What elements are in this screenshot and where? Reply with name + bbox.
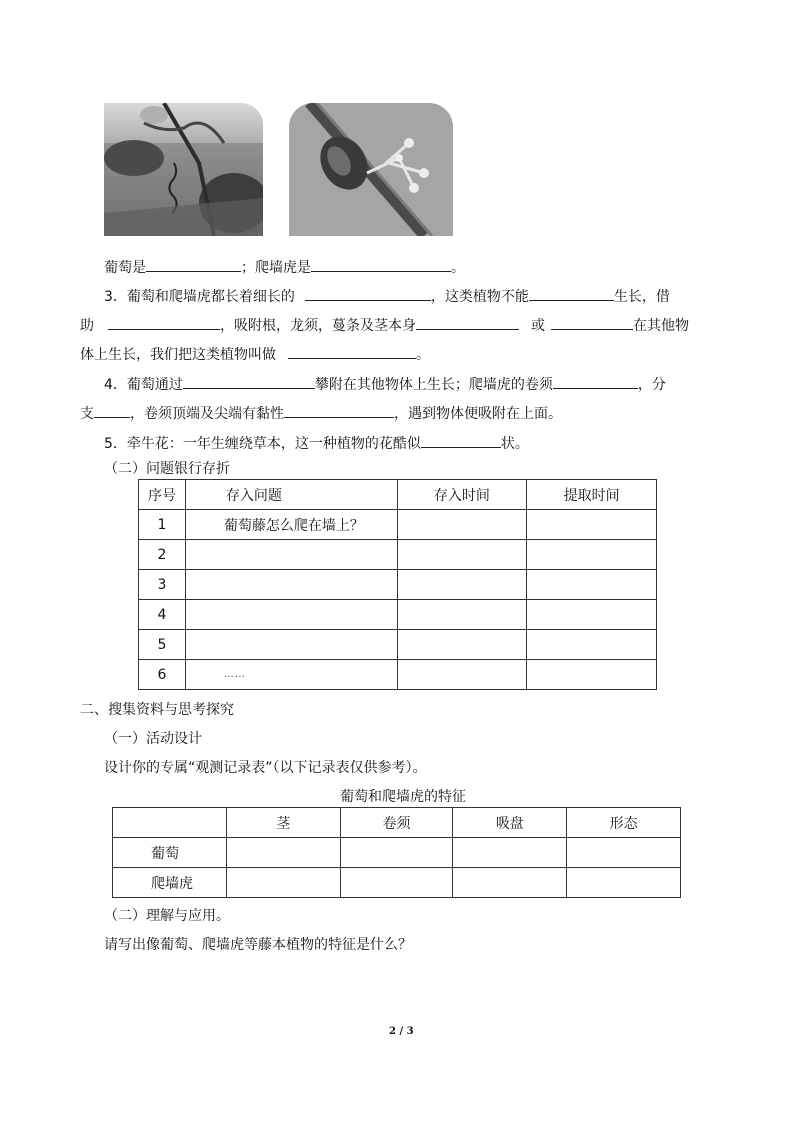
- fill-line-5: [104, 372, 666, 392]
- row-label: 葡萄: [113, 838, 227, 868]
- data-cell[interactable]: [340, 838, 453, 868]
- question-cell[interactable]: [185, 540, 397, 570]
- data-cell[interactable]: [226, 868, 340, 898]
- table-row: [113, 838, 681, 868]
- text-seg: 生长，借: [613, 289, 670, 305]
- row-number: 6: [139, 660, 186, 690]
- answer-blank[interactable]: [183, 372, 315, 389]
- row-number: 1: [139, 510, 186, 540]
- fill-line-3: [80, 313, 689, 333]
- text-seg: 或: [531, 318, 545, 334]
- answer-blank[interactable]: [108, 313, 220, 330]
- question-bank-heading: （二）问题银行存折: [104, 461, 230, 477]
- data-cell[interactable]: [453, 838, 567, 868]
- answer-blank[interactable]: [288, 342, 416, 359]
- text-seg: ，分: [637, 377, 666, 393]
- data-cell[interactable]: [226, 838, 340, 868]
- answer-blank[interactable]: [551, 313, 633, 330]
- fill-line-6: [80, 401, 562, 421]
- answer-blank[interactable]: [421, 431, 501, 448]
- feature-table: [112, 807, 681, 898]
- header-cell: [113, 808, 227, 838]
- answer-blank[interactable]: [305, 284, 431, 301]
- answer-blank[interactable]: [94, 401, 130, 418]
- text-seg: ，卷须顶端及尖端有黏性: [130, 406, 284, 422]
- header-cell: 序号: [139, 480, 186, 510]
- header-cell: 吸盘: [453, 808, 567, 838]
- fill-line-2: [104, 284, 670, 304]
- question-bank-table: [138, 479, 657, 690]
- row-number: 2: [139, 540, 186, 570]
- text-seg: 助: [80, 318, 94, 334]
- text-seg: 攀附在其他物体上生长；爬墙虎的卷须: [314, 377, 553, 393]
- withdraw-time-cell[interactable]: [527, 660, 657, 690]
- apply-heading: （二）理解与应用。: [104, 908, 230, 924]
- question-text: 请写出像葡萄、爬墙虎等藤本植物的特征是什么？: [104, 937, 412, 953]
- section-title: 二、搜集资料与思考探究: [80, 702, 234, 718]
- deposit-time-cell[interactable]: [397, 660, 527, 690]
- row-label: 爬墙虎: [113, 868, 227, 898]
- text-seg: 支: [80, 406, 94, 422]
- deposit-time-cell[interactable]: [397, 570, 527, 600]
- row-number: 4: [139, 600, 186, 630]
- fill-line-4: [80, 342, 430, 362]
- header-cell: 提取时间: [527, 480, 657, 510]
- ivy-suction-photo: [289, 103, 453, 236]
- data-cell[interactable]: [453, 868, 567, 898]
- text-seg: 4．葡萄通过: [104, 377, 183, 393]
- page-number: 2 / 3: [389, 1026, 414, 1037]
- text-seg: 状。: [500, 436, 529, 452]
- text-seg: 3．葡萄和爬墙虎都长着细长的: [104, 289, 295, 305]
- table-row: [139, 510, 657, 540]
- answer-blank[interactable]: [311, 255, 451, 272]
- deposit-time-cell[interactable]: [397, 540, 527, 570]
- text-seg: 体上生长，我们把这类植物叫做: [80, 347, 276, 363]
- withdraw-time-cell[interactable]: [527, 570, 657, 600]
- activity-heading: （一）活动设计: [104, 731, 202, 747]
- data-cell[interactable]: [340, 868, 453, 898]
- question-cell[interactable]: ……: [185, 660, 397, 690]
- deposit-time-cell[interactable]: [397, 600, 527, 630]
- answer-blank[interactable]: [146, 255, 241, 272]
- data-cell[interactable]: [567, 868, 681, 898]
- header-cell: 茎: [226, 808, 340, 838]
- table-header-row: [139, 480, 657, 510]
- text-seg: ，这类植物不能: [430, 289, 529, 305]
- text-seg: 。: [451, 260, 465, 276]
- table-row: [139, 660, 657, 690]
- answer-blank[interactable]: [529, 284, 614, 301]
- withdraw-time-cell[interactable]: [527, 630, 657, 660]
- header-cell: 卷须: [340, 808, 453, 838]
- question-cell[interactable]: [185, 630, 397, 660]
- text-seg: 在其他物: [633, 318, 689, 334]
- header-cell: 形态: [567, 808, 681, 838]
- fill-line-1: [104, 255, 465, 275]
- question-cell[interactable]: [185, 600, 397, 630]
- row-number: 3: [139, 570, 186, 600]
- data-cell[interactable]: [567, 838, 681, 868]
- text-seg: ；爬墙虎是: [241, 260, 311, 276]
- table-row: [113, 868, 681, 898]
- answer-blank[interactable]: [553, 372, 638, 389]
- deposit-time-cell[interactable]: [397, 630, 527, 660]
- text-seg: ，吸附根，龙须，蔓条及茎本身: [220, 318, 416, 334]
- grape-vine-photo: [104, 103, 263, 236]
- instruction-text: 设计你的专属“观测记录表”（以下记录表仅供参考）。: [104, 760, 427, 776]
- header-cell: 存入问题: [185, 480, 397, 510]
- answer-blank[interactable]: [284, 401, 394, 418]
- table-row: [139, 570, 657, 600]
- table-row: [139, 630, 657, 660]
- withdraw-time-cell[interactable]: [527, 540, 657, 570]
- text-seg: 葡萄是: [104, 260, 146, 276]
- table-caption: 葡萄和爬墙虎的特征: [340, 789, 466, 805]
- text-seg: 。: [416, 347, 430, 363]
- answer-blank[interactable]: [416, 313, 519, 330]
- fill-line-7: [104, 431, 529, 451]
- table-row: [139, 600, 657, 630]
- header-cell: 存入时间: [397, 480, 527, 510]
- text-seg: 5．牵牛花：一年生缠绕草本，这一种植物的花酷似: [104, 436, 421, 452]
- table-row: [139, 540, 657, 570]
- withdraw-time-cell[interactable]: [527, 510, 657, 540]
- text-seg: ，遇到物体便吸附在上面。: [394, 406, 562, 422]
- row-number: 5: [139, 630, 186, 660]
- deposit-time-cell[interactable]: [397, 510, 527, 540]
- table-header-row: [113, 808, 681, 838]
- question-cell[interactable]: [185, 570, 397, 600]
- withdraw-time-cell[interactable]: [527, 600, 657, 630]
- question-cell[interactable]: 葡萄藤怎么爬在墙上？: [185, 510, 397, 540]
